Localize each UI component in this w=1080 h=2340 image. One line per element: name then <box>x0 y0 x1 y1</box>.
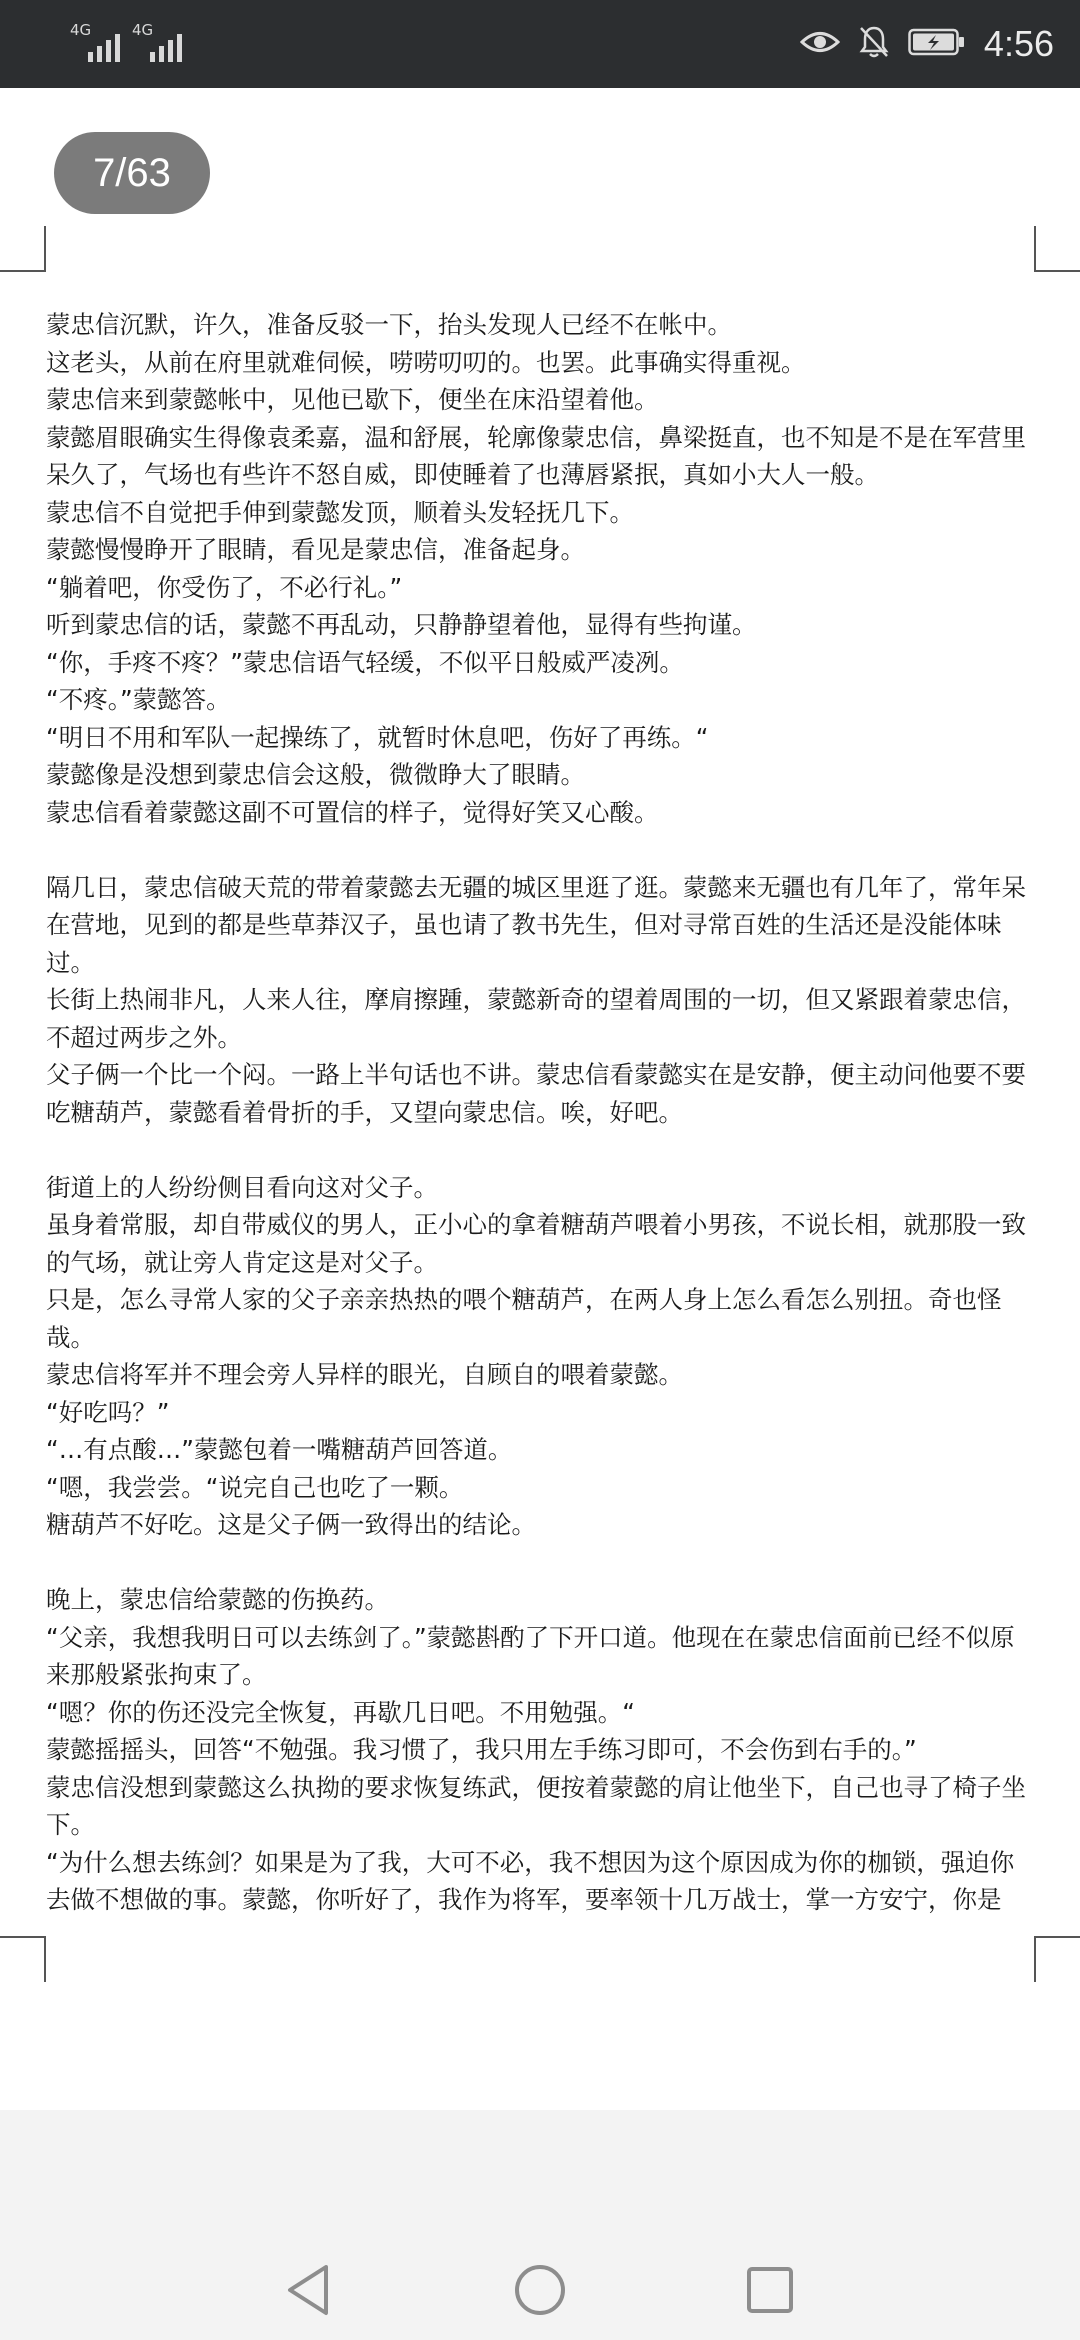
paragraph: 只是，怎么寻常人家的父子亲亲热热的喂个糖葫芦，在两人身上怎么看怎么别扭。奇也怪哉。 <box>46 1285 1002 1352</box>
paragraph: 蒙忠信不自觉把手伸到蒙懿发顶，顺着头发轻抚几下。 <box>46 497 634 527</box>
paragraph: 蒙忠信看着蒙懿这副不可置信的样子，觉得好笑又心酸。 <box>46 797 659 827</box>
signal-strength-icon <box>70 22 130 62</box>
network-type-label: 4G <box>132 21 154 39</box>
battery-charging-icon <box>908 27 966 61</box>
paragraph: “明日不用和军队一起操练了，就暂时休息吧，伤好了再练。“ <box>46 722 709 752</box>
paragraph: 这老头，从前在府里就难伺候，唠唠叨叨的。也罢。此事确实得重视。 <box>46 347 806 377</box>
paragraph: “…有点酸…”蒙懿包着一嘴糖葫芦回答道。 <box>46 1435 513 1464</box>
paragraph: 听到蒙忠信的话，蒙懿不再乱动，只静静望着他，显得有些拘谨。 <box>46 610 757 639</box>
paragraph: 蒙忠信将军并不理会旁人异样的眼光，自顾自的喂着蒙懿。 <box>46 1360 683 1389</box>
home-button[interactable] <box>500 2250 580 2330</box>
paragraph: 长街上热闹非凡，人来人往，摩肩擦踵，蒙懿新奇的望着周围的一切，但又紧跟着蒙忠信，不超过两步之外。 <box>46 985 1026 1052</box>
back-button[interactable] <box>268 2250 348 2330</box>
paragraph: 蒙懿慢慢睁开了眼睛，看见是蒙忠信，准备起身。 <box>46 535 585 564</box>
paragraph: “父亲，我想我明日可以去练剑了。”蒙懿斟酌了下开口道。他现在在蒙忠信面前已经不似原来那般紧张拘束了。 <box>46 1622 1015 1689</box>
paragraph: “嗯，我尝尝。“说完自己也吃了一颗。 <box>46 1472 464 1502</box>
paragraph: “躺着吧，你受伤了，不必行礼。” <box>46 572 403 602</box>
document-text <box>46 306 1032 1938</box>
paragraph: “你，手疼不疼？”蒙忠信语气轻缓，不似平日般威严凌冽。 <box>46 647 684 677</box>
paragraph: 糖葫芦不好吃。这是父子俩一致得出的结论。 <box>46 1510 536 1539</box>
paragraph: “好吃吗？” <box>46 1397 170 1427</box>
network-type-label: 4G <box>70 21 92 39</box>
paragraph-spacer <box>46 1131 1032 1169</box>
paragraph: 蒙懿像是没想到蒙忠信会这般，微微睁大了眼睛。 <box>46 760 585 789</box>
paragraph: 街道上的人纷纷侧目看向这对父子。 <box>46 1172 438 1202</box>
recents-square-icon <box>745 2265 795 2315</box>
paragraph: 蒙忠信没想到蒙懿这么执拗的要求恢复练武，便按着蒙懿的肩让他坐下，自己也寻了椅子坐下。 <box>46 1772 1026 1839</box>
paragraph: 隔几日，蒙忠信破天荒的带着蒙懿去无疆的城区里逛了逛。蒙懿来无疆也有几年了，常年呆在营地，见到的都是些草莽汉子，虽也请了教书先生，但对寻常百姓的生活还是没能体味过。 <box>46 872 1026 977</box>
crop-mark <box>1034 1936 1080 1982</box>
paragraph: “不疼。”蒙懿答。 <box>46 685 231 714</box>
paragraph-spacer <box>46 1544 1032 1582</box>
status-bar <box>0 0 1080 88</box>
navigation-bar <box>0 2110 1080 2340</box>
paragraph: 晚上，蒙忠信给蒙懿的伤换药。 <box>46 1585 389 1614</box>
paragraph: “为什么想去练剑？如果是为了我，大可不必，我不想因为这个原因成为你的枷锁，强迫你去做不想做的事。蒙懿，你听好了，我作为将军，要率领十几万战士，掌一方安宁，你是 <box>46 1847 1015 1914</box>
paragraph: “嗯？你的伤还没完全恢复，再歇几日吧。不用勉强。“ <box>46 1697 635 1727</box>
eye-comfort-icon <box>800 27 840 61</box>
document-page[interactable] <box>0 88 1080 2110</box>
paragraph: 蒙忠信来到蒙懿帐中，见他已歇下，便坐在床沿望着他。 <box>46 385 659 414</box>
home-circle-icon <box>513 2263 567 2317</box>
paragraph: 蒙忠信沉默，许久，准备反驳一下，抬头发现人已经不在帐中。 <box>46 310 732 339</box>
paragraph: 父子俩一个比一个闷。一路上半句话也不讲。蒙忠信看蒙懿实在是安静，便主动问他要不要吃糖葫芦，蒙懿看着骨折的手，又望向蒙忠信。唉，好吧。 <box>46 1060 1026 1127</box>
clock-time: 4:56 <box>983 23 1054 64</box>
recents-button[interactable] <box>730 2250 810 2330</box>
crop-mark <box>1034 226 1080 272</box>
page-indicator: 7/63 <box>54 132 210 214</box>
bell-muted-icon <box>858 25 890 63</box>
signal-strength-icon <box>132 22 192 62</box>
crop-mark <box>0 226 46 272</box>
paragraph: 蒙懿摇摇头，回答“不勉强。我习惯了，我只用左手练习即可，不会伤到右手的。” <box>46 1735 917 1764</box>
paragraph: 虽身着常服，却自带威仪的男人，正小心的拿着糖葫芦喂着小男孩，不说长相，就那股一致的气场，就让旁人肯定这是对父子。 <box>46 1210 1026 1277</box>
back-triangle-icon <box>284 2263 332 2317</box>
paragraph-spacer <box>46 831 1032 869</box>
paragraph: 蒙懿眉眼确实生得像袁柔嘉，温和舒展，轮廓像蒙忠信，鼻梁挺直，也不知是不是在军营里呆久了，气场也有些许不怒自威，即使睡着了也薄唇紧抿，真如小大人一般。 <box>46 422 1026 489</box>
crop-mark <box>0 1936 46 1982</box>
